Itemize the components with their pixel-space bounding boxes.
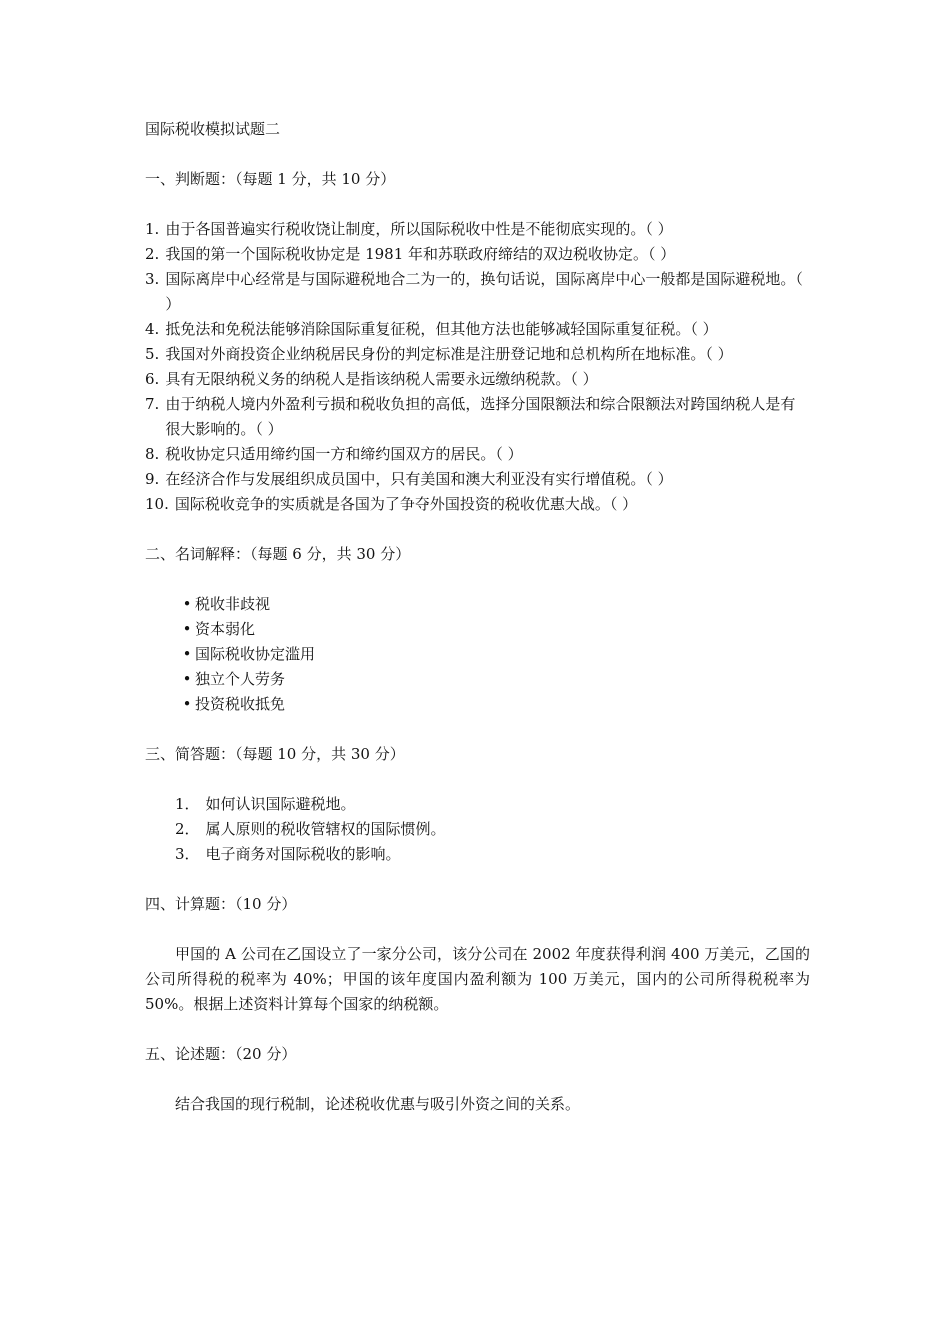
question-item: 1. 由于各国普遍实行税收饶让制度，所以国际税收中性是不能彻底实现的。（ ） [145, 220, 673, 238]
question-item: 9. 在经济合作与发展组织成员国中，只有美国和澳大利亚没有实行增值税。（ ） [145, 470, 673, 488]
document-body [145, 117, 810, 1117]
term-item: • 国际税收协定滥用 [181, 642, 810, 667]
term-item: • 资本弱化 [181, 617, 810, 642]
section-3-heading: 三、简答题：（每题 10 分，共 30 分） [145, 745, 405, 763]
section-2-heading: 二、名词解释：（每题 6 分，共 30 分） [145, 545, 411, 563]
question-item: 5. 我国对外商投资企业纳税居民身份的判定标准是注册登记地和总机构所在地标准。（ ） [145, 345, 733, 363]
short-answer-item: 2． 属人原则的税收管辖权的国际惯例。 [175, 820, 446, 838]
question-item: 8. 税收协定只适用缔约国一方和缔约国双方的居民。（ ） [145, 445, 523, 463]
essay-question-text: 结合我国的现行税制，论述税收优惠与吸引外资之间的关系。 [175, 1095, 581, 1113]
section-4-heading: 四、计算题：（10 分） [145, 895, 297, 913]
calculation-question-text: 甲国的 A 公司在乙国设立了一家分公司，该分公司在 2002 年度获得利润 400 万美元，乙国的公司所得税的税率为 40%；甲国的该年度国内盈利额为 100 万美元，国内的公司所得税税率为 50%。根据上述资料计算每个国家的纳税额。 [145, 945, 810, 1013]
document-title: 国际税收模拟试题二 [145, 120, 281, 138]
term-item: • 税收非歧视 [181, 592, 810, 617]
term-list [145, 592, 810, 717]
question-item: 6. 具有无限纳税义务的纳税人是指该纳税人需要永远缴纳税款。（ ） [145, 370, 598, 388]
short-answer-item: 3． 电子商务对国际税收的影响。 [175, 845, 401, 863]
question-item: 10. 国际税收竞争的实质就是各国为了争夺外国投资的税收优惠大战。（ ） [145, 495, 638, 513]
section-1-heading: 一、判断题：（每题 1 分，共 10 分） [145, 170, 396, 188]
question-item: 4. 抵免法和免税法能够消除国际重复征税，但其他方法也能够减轻国际重复征税。（ ） [145, 320, 718, 338]
question-item: 7. 由于纳税人境内外盈利亏损和税收负担的高低，选择分国限额法和综合限额法对跨国纳税人是有很大影响的。（ ） [145, 395, 796, 438]
true-false-question-list [145, 217, 810, 517]
question-item: 2. 我国的第一个国际税收协定是 1981 年和苏联政府缔结的双边税收协定。（ ） [145, 245, 676, 263]
section-5-heading: 五、论述题：（20 分） [145, 1045, 297, 1063]
short-answer-item: 1． 如何认识国际避税地。 [175, 795, 356, 813]
term-item: • 独立个人劳务 [181, 667, 810, 692]
question-item: 3. 国际离岸中心经常是与国际避税地合二为一的，换句话说，国际离岸中心一般都是国际避税地。（ ） [145, 270, 803, 313]
term-item: • 投资税收抵免 [181, 692, 810, 717]
short-answer-list [145, 792, 810, 867]
